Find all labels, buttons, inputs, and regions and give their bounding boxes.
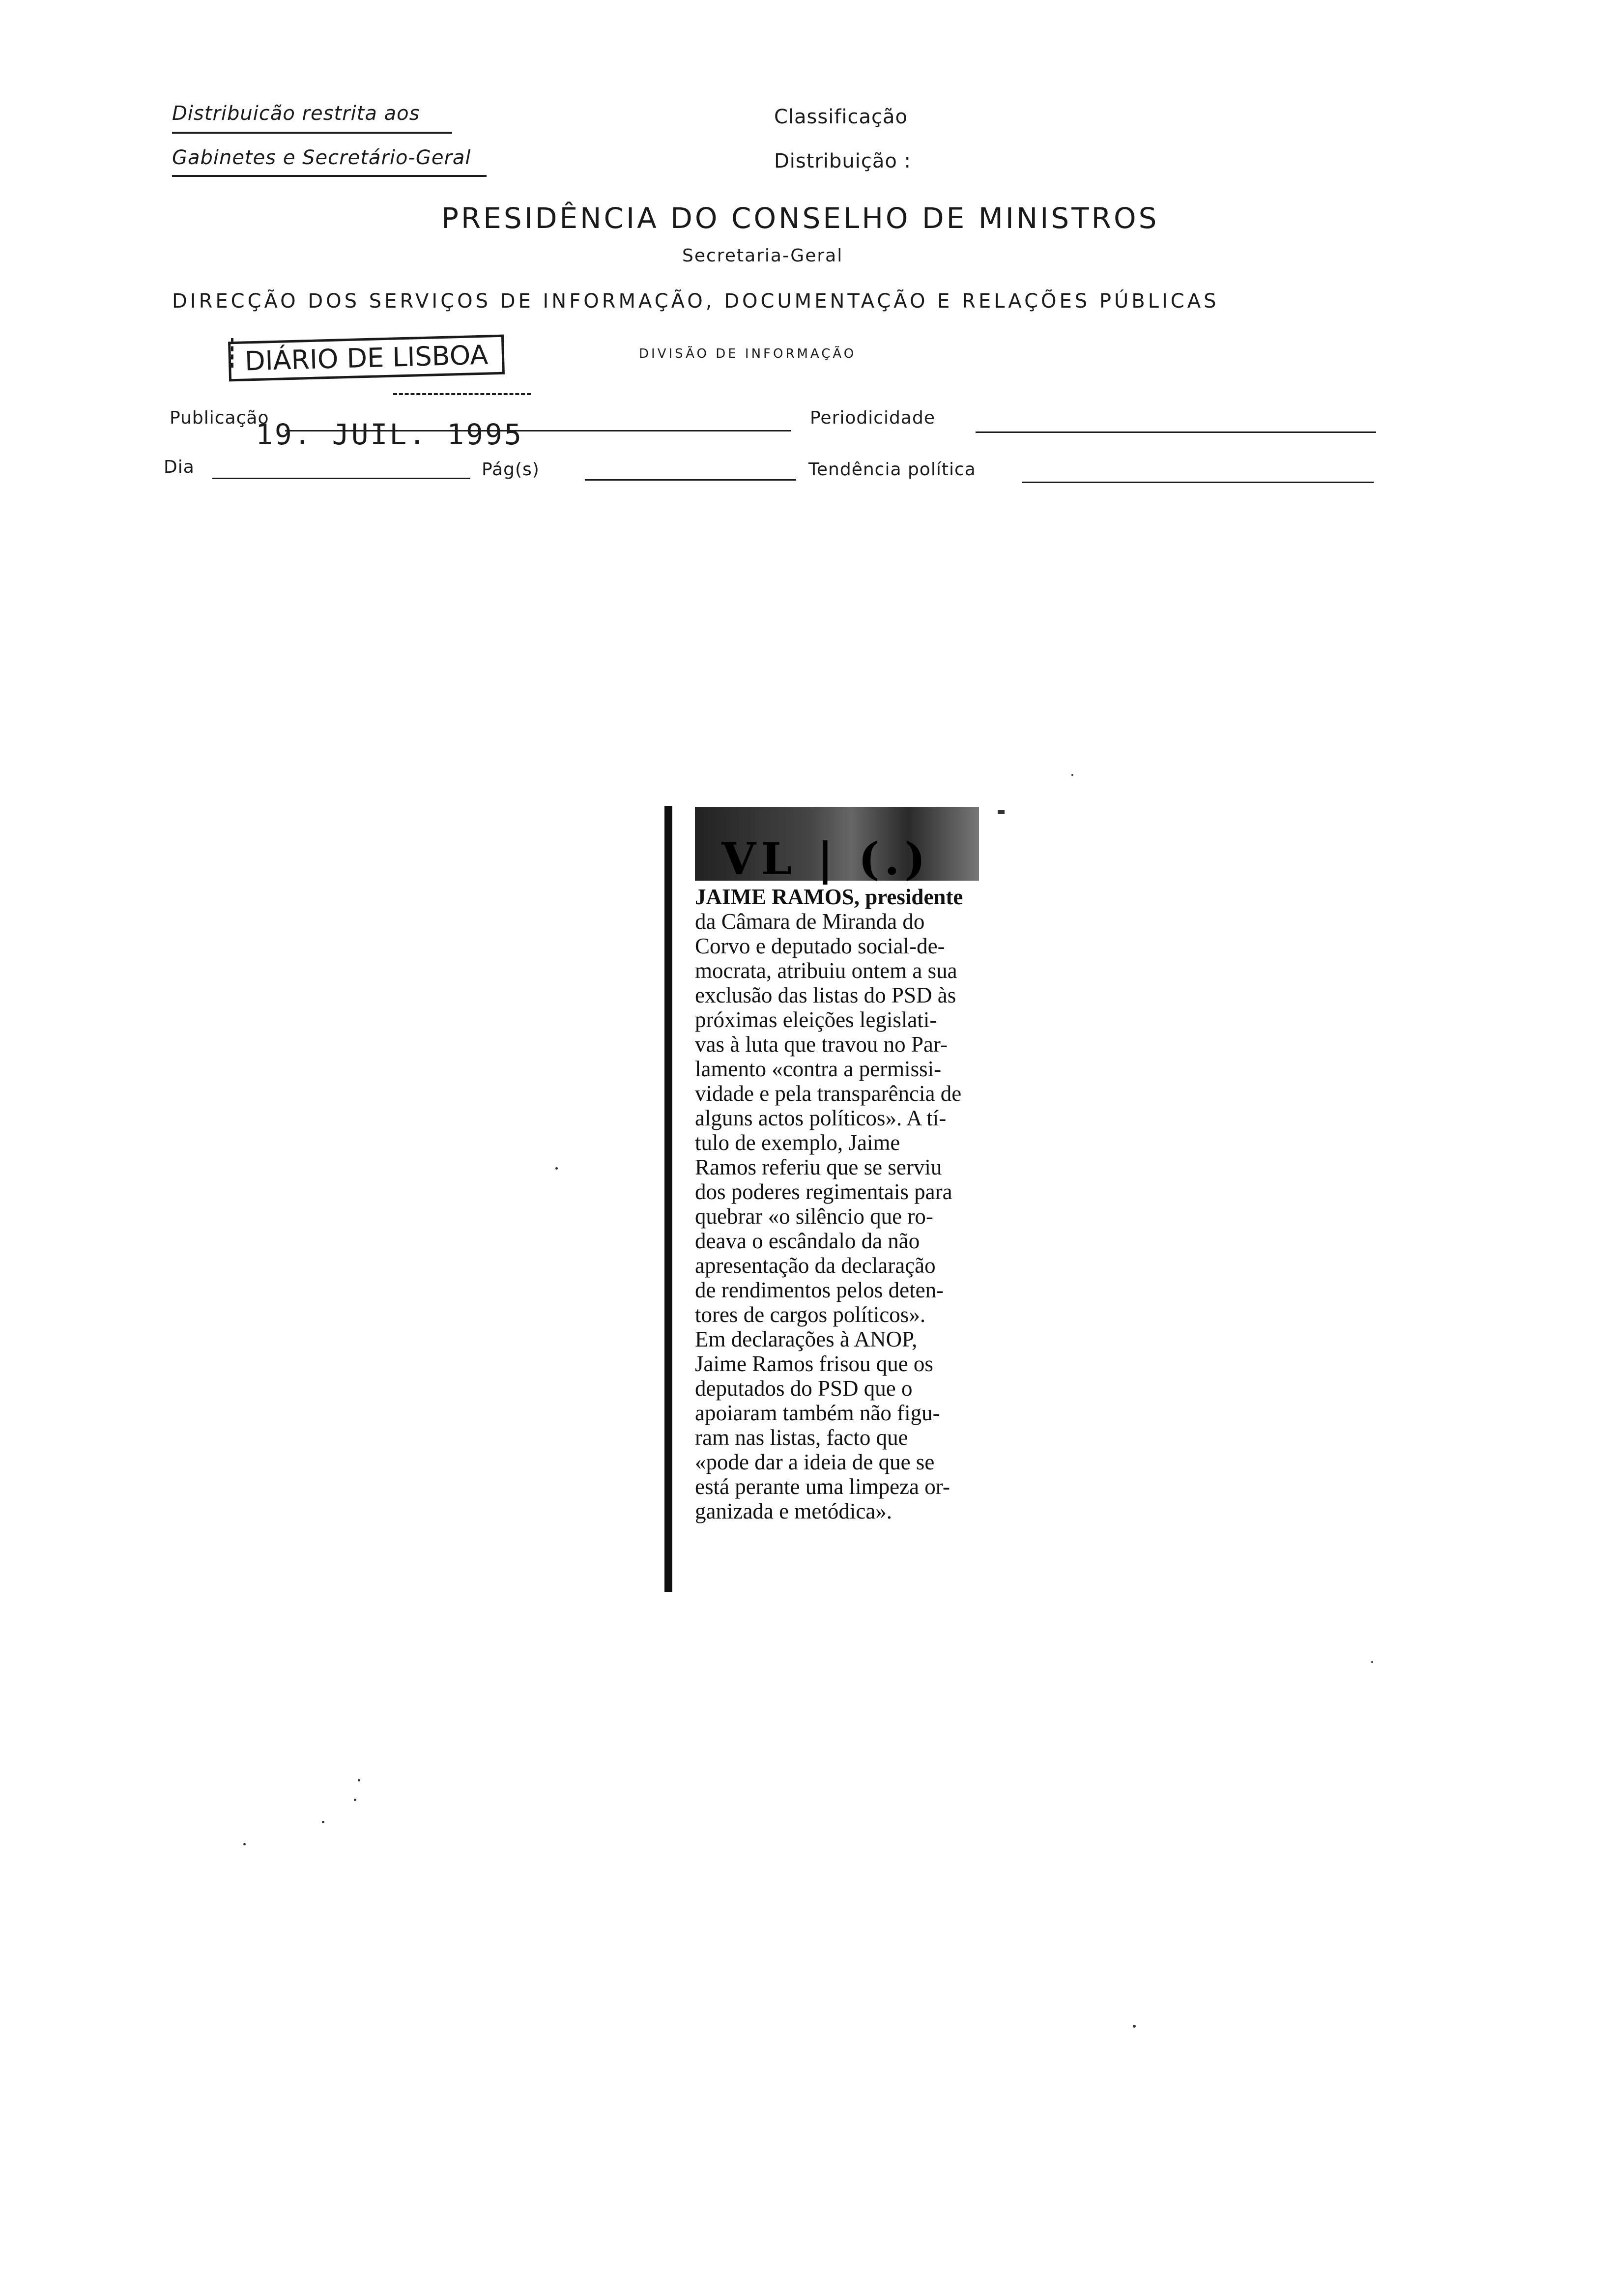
article-line: vas à luta que travou no Par-: [695, 1032, 948, 1057]
underline: [172, 175, 487, 177]
article-line: quebrar «o silêncio que ro-: [695, 1204, 933, 1229]
cabinets-label: Gabinetes e Secretário-Geral: [172, 146, 471, 169]
stamp-underline: [393, 393, 531, 395]
clipping-article: [695, 885, 1005, 1523]
article-line: tulo de exemplo, Jaime: [695, 1130, 900, 1155]
scan-speck: [354, 1799, 356, 1801]
underline: [172, 132, 452, 134]
article-line: mocrata, atribuiu ontem a sua: [695, 958, 957, 983]
scan-speck: [555, 1167, 558, 1170]
article-line: vidade e pela transparência de: [695, 1081, 962, 1106]
article-line: ram nas listas, facto que: [695, 1425, 908, 1450]
scan-speck: [243, 1843, 246, 1845]
classification-label: Classificação: [774, 106, 908, 128]
pages-field-line: [585, 479, 796, 481]
publication-field-label: Publicação: [170, 408, 269, 428]
article-line: deputados do PSD que o: [695, 1376, 913, 1401]
article-line: está perante uma limpeza or-: [695, 1474, 950, 1499]
clipping-photo-marks: VL | (.): [721, 833, 931, 885]
scan-speck: [1133, 2025, 1136, 2028]
stamp-border-mark: [231, 338, 240, 368]
day-field-label: Dia: [164, 457, 195, 477]
scan-speck: [322, 1821, 324, 1823]
article-line: da Câmara de Miranda do: [695, 909, 925, 934]
distribution-label: Distribuição :: [774, 150, 912, 172]
political-tendency-field-label: Tendência política: [808, 459, 976, 480]
article-line: apresentação da declaração: [695, 1253, 936, 1278]
article-line: Corvo e deputado social-de-: [695, 934, 945, 958]
distribution-restricted-label: Distribuicão restrita aos: [172, 102, 420, 125]
scan-speck: [998, 810, 1005, 814]
article-line: apoiaram também não figu-: [695, 1401, 940, 1425]
scan-speck: [1071, 774, 1073, 776]
page-subtitle: Secretaria-Geral: [682, 246, 843, 266]
article-line: lamento «contra a permissi-: [695, 1057, 942, 1081]
division-label: DIVISÃO DE INFORMAÇÃO: [639, 346, 857, 361]
pages-field-label: Pág(s): [482, 459, 540, 480]
article-line: dos poderes regimentais para: [695, 1179, 952, 1204]
article-line: Jaime Ramos frisou que os: [695, 1351, 933, 1376]
article-line: exclusão das listas do PSD às: [695, 983, 956, 1007]
political-tendency-field-line: [1022, 482, 1374, 483]
periodicity-field-line: [976, 431, 1376, 433]
article-line: de rendimentos pelos deten-: [695, 1278, 944, 1302]
newspaper-clipping: [664, 806, 1017, 1592]
publication-stamp: DIÁRIO DE LISBOA: [228, 335, 505, 382]
article-line: próximas eleições legislati-: [695, 1007, 937, 1032]
periodicity-field-label: Periodicidade: [810, 408, 935, 428]
day-field-line: [212, 478, 470, 479]
scan-speck: [1371, 1661, 1373, 1663]
article-line: alguns actos políticos». A tí-: [695, 1106, 947, 1130]
article-line: deava o escândalo da não: [695, 1229, 920, 1253]
scan-speck: [358, 1779, 360, 1781]
article-line: «pode dar a ideia de que se: [695, 1450, 935, 1474]
page-title: PRESIDÊNCIA DO CONSELHO DE MINISTROS: [441, 201, 1159, 235]
article-line: Ramos referiu que se serviu: [695, 1155, 942, 1179]
article-line: ganizada e metódica».: [695, 1499, 892, 1523]
article-line: JAIME RAMOS, presidente: [695, 885, 963, 909]
directorate-line: DIRECÇÃO DOS SERVIÇOS DE INFORMAÇÃO, DOCUMENTAÇÃO E RELAÇÕES PÚBLICAS: [172, 290, 1219, 313]
date-stamp: 19. JUIL. 1995: [256, 418, 523, 451]
article-line: tores de cargos políticos».: [695, 1302, 926, 1327]
article-line: Em declarações à ANOP,: [695, 1327, 918, 1351]
